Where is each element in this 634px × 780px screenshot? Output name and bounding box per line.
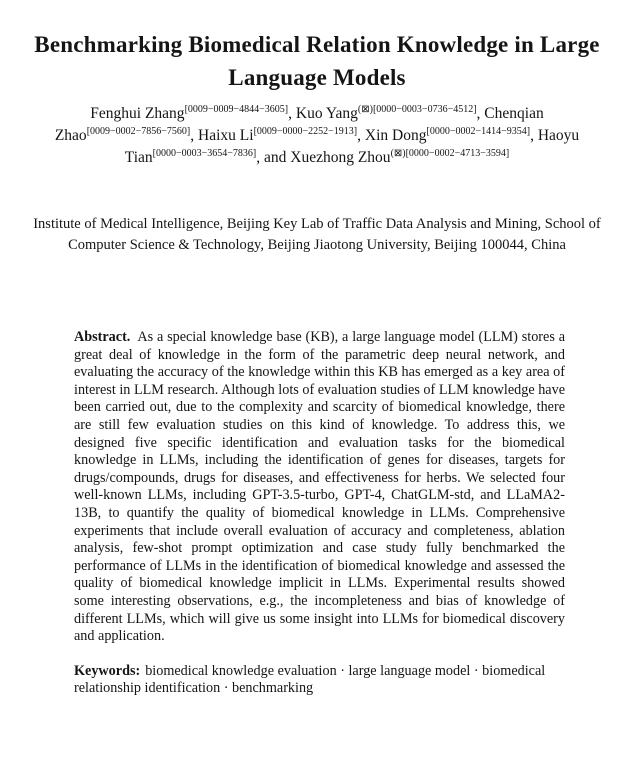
keywords-label: Keywords: [74,662,141,679]
author-separator: , [190,127,199,144]
author-separator: , [288,105,296,122]
author-name: Haixu Li [198,127,254,144]
abstract-label: Abstract. [74,329,131,345]
orcid-id: [0009−0002−7856−7560] [86,126,191,137]
affiliation: Institute of Medical Intelligence, Beijing Key Lab of Traffic Data Analysis and Mining, School of Computer Science & Technology, Beijing Jiaotong University, Beijing 100044, China [33,216,601,253]
orcid-id: [0009−0000−2252−1913] [253,126,358,137]
author-separator: , [476,105,485,122]
orcid-id: [0000−0003−3654−7836] [152,148,257,159]
author-name: Chenqian Zhao [54,105,544,144]
corresponding-mark-and-orcid: (⊠)[0000−0002−4713−3594] [390,148,510,159]
keywords [74,663,565,698]
author [198,127,357,144]
author-separator: , and [256,149,291,166]
author-separator: , [357,127,365,144]
corresponding-mark-and-orcid: (⊠)[0000−0003−0736−4512] [357,104,477,115]
orcid-id: [0009−0009−4844−3605] [184,104,289,115]
author-separator: , [530,127,538,144]
author-name: Fenghui Zhang [90,105,185,122]
keywords-text: biomedical knowledge evaluation · large language model · biomedical relationship identification · benchmarking [74,662,546,697]
orcid-id: [0000−0002−1414−9354] [426,126,531,137]
author-name: Haoyu Tian [124,127,580,166]
author [290,149,509,166]
author [365,127,530,144]
author-name: Xuezhong Zhou [290,149,391,166]
author [296,105,477,122]
author-name: Xin Dong [364,127,427,144]
front-matter [74,329,565,698]
author [90,105,288,122]
paper-title: Benchmarking Biomedical Relation Knowledge in Large Language Models [34,32,600,91]
author-name: Kuo Yang [295,105,358,122]
abstract-text: As a special knowledge base (KB), a large language model (LLM) stores a great deal of knowledge in the form of the parametric deep neural network, and evaluating the accuracy of the knowledge within this KB has emerged as a key area of interest in LLM research. Although lots of evaluation studies of LLM knowledge have been carried out, due to the complexity and scarcity of biomedical knowledge, there are still few evaluation studies on this kind of knowledge. To address this, we designed five specific identification and evaluation tasks for the biomedical knowledge in LLMs, including the identification of genes for diseases, targets for drugs/compounds, drugs for diseases, and effectiveness for herbs. We selected four well-known LLMs, including GPT-3.5-turbo, GPT-4, ChatGLM-std, and LLaMA2-13B, to quantify the quality of biomedical knowledge in LLMs. Comprehensive experiments that include overall evaluation of accuracy and completeness, ablation analysis, few-shot prompt optimization and case study fully benchmarked the performance of LLMs in the identification of biomedical knowledge and assessed the quality of biomedical knowledge implicit in LLMs. Experimental results showed some interesting observations, e.g., the incompleteness and bias of knowledge of different LLMs, which will give us some insight into LLMs for biomedical discovery and application. [74,329,565,645]
abstract [74,329,565,646]
author-list [47,103,587,169]
